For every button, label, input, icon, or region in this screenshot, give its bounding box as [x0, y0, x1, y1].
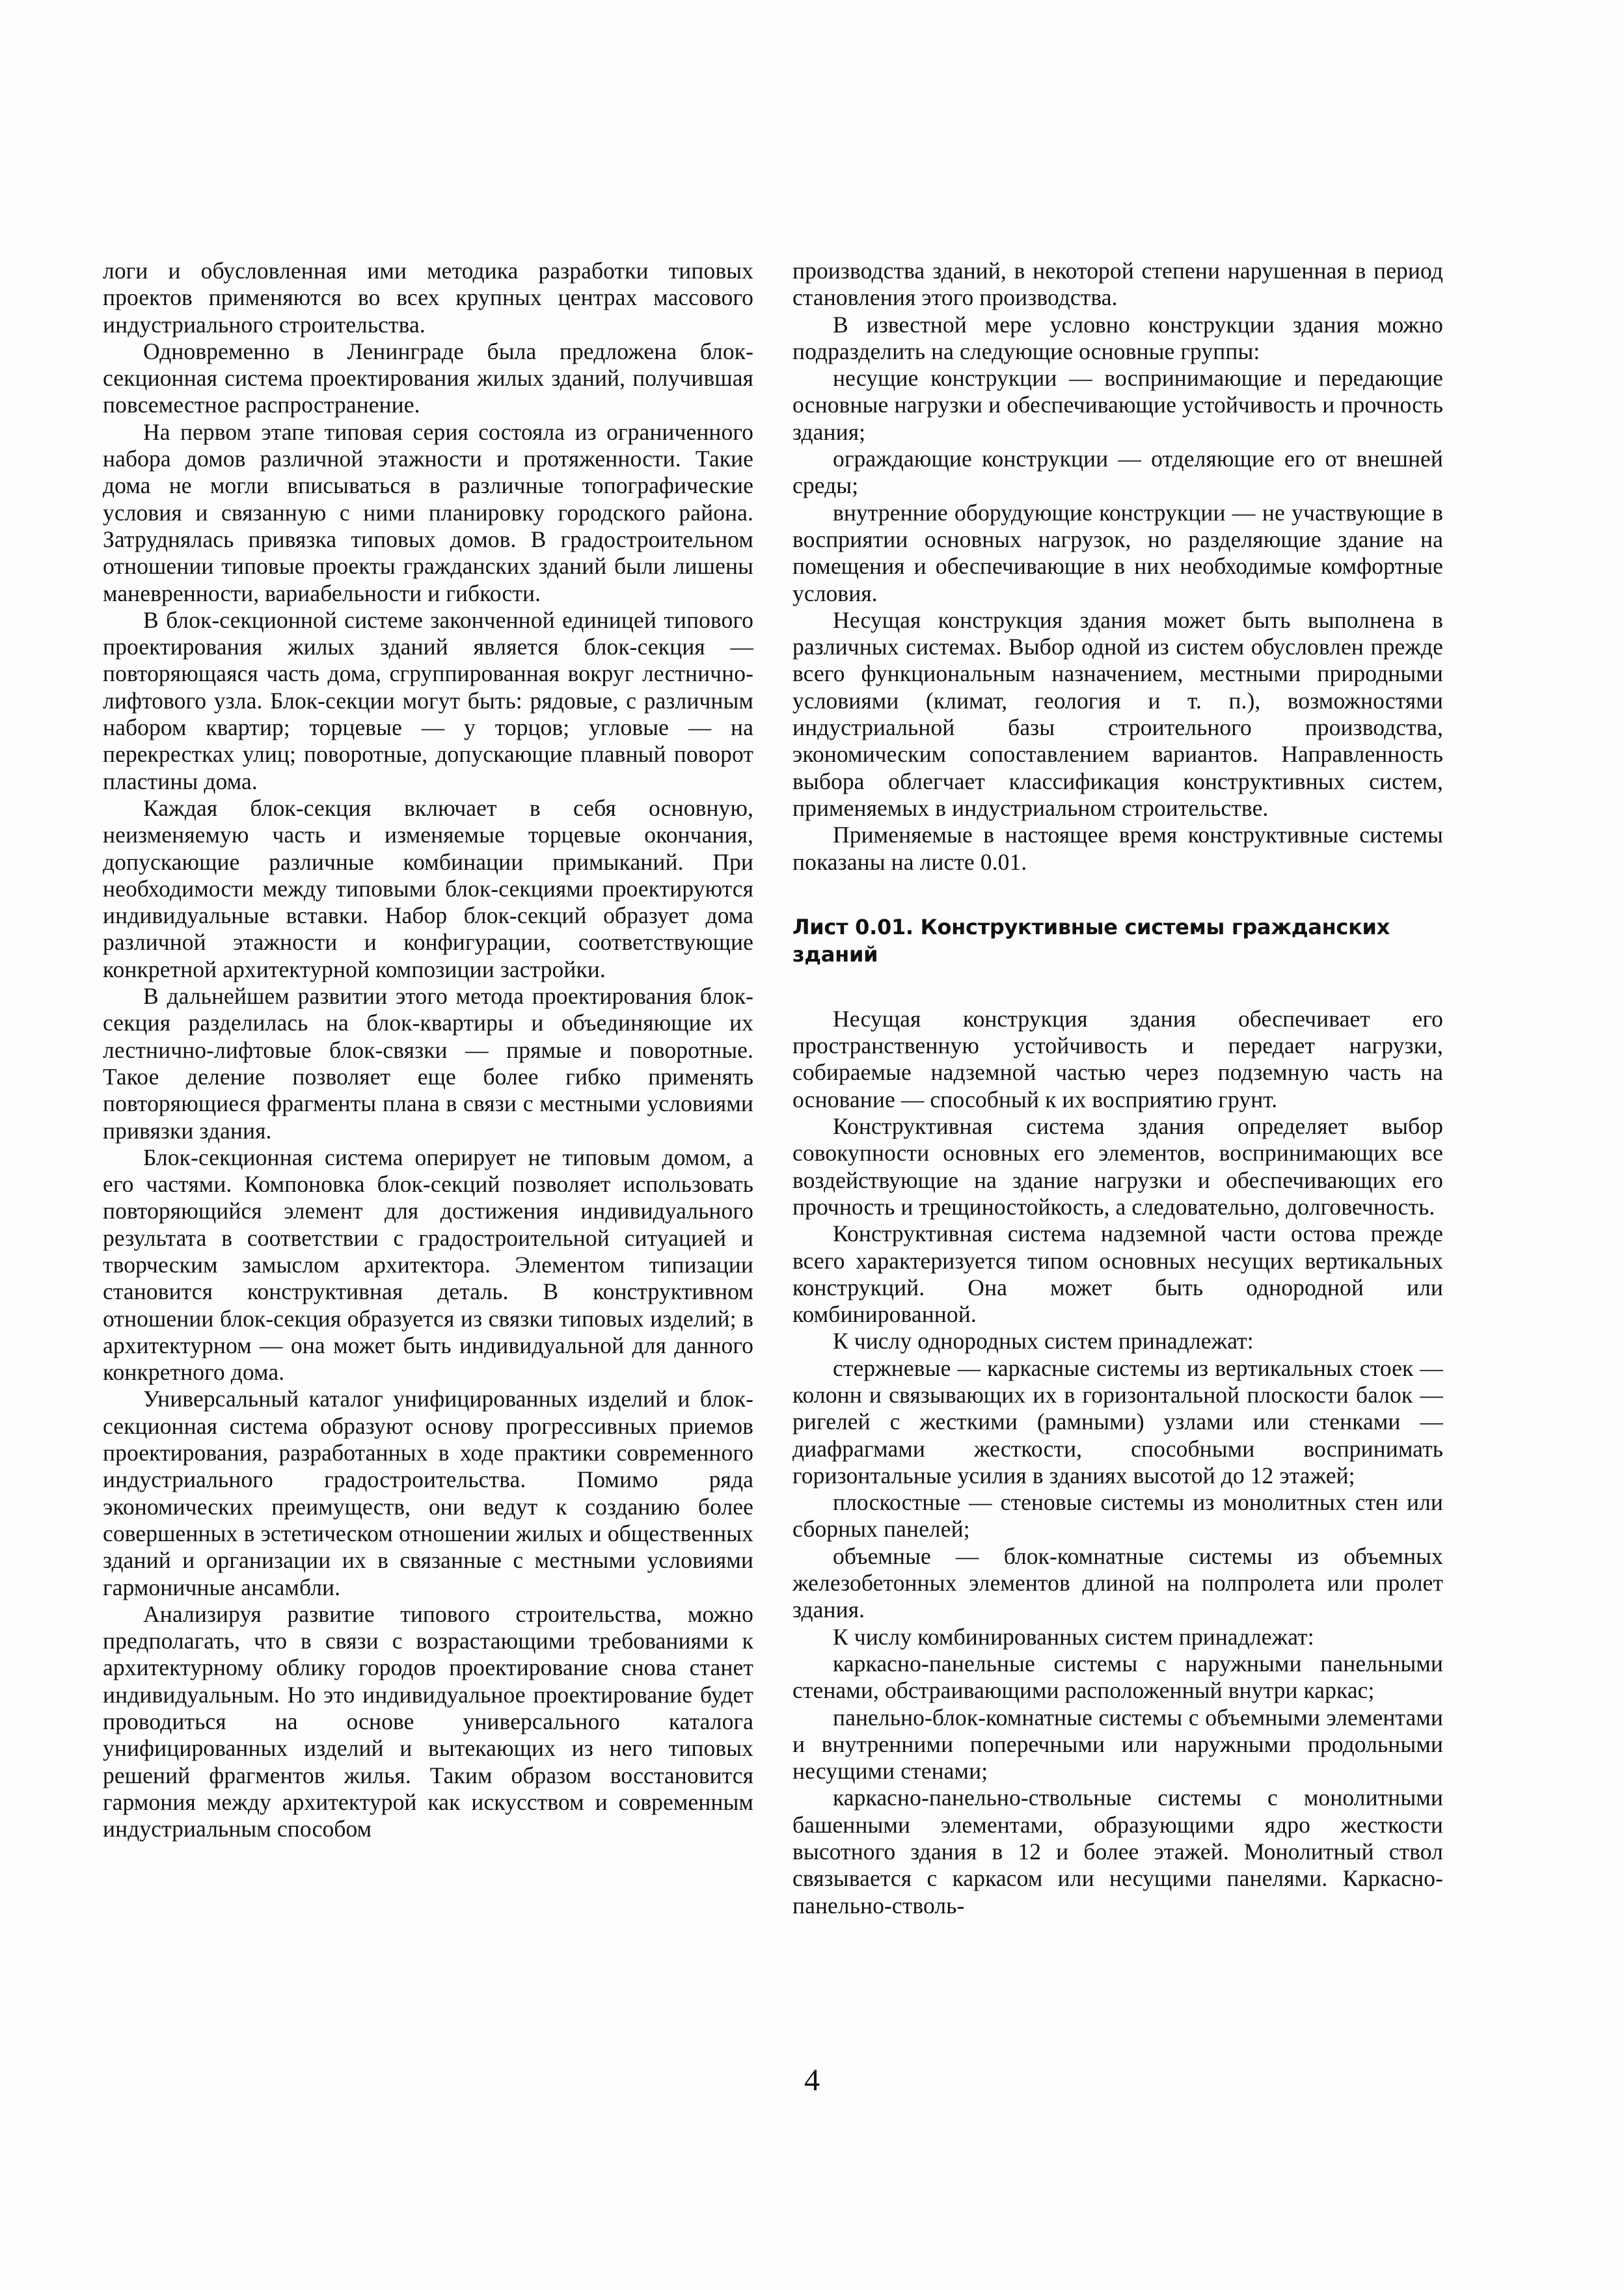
paragraph: Конструктивная система надземной части остова прежде всего характеризуется типом основных несущих вертикальных конструкций. Она может быть однородной или комбинированной.	[792, 1220, 1443, 1328]
paragraph: логи и обусловленная ими методика разработки типовых проектов применяются во всех крупных центрах массового индустриального строительства.	[103, 258, 753, 338]
paragraph: Несущая конструкция здания обеспечивает его пространственную устойчивость и передает нагрузки, собираемые надземной частью через подземную часть на основание — способный к их восприятию грунт.	[792, 1005, 1443, 1112]
list-item-paragraph: каркасно-панельно-ствольные системы с монолитными башенными элементами, образующими ядро жесткости высотного здания в 12 и более этажей. Монолитный ствол связывается с каркасом или несущими панелями. Каркасно-панельно-стволь-	[792, 1785, 1443, 1919]
paragraph: Блок-секционная система оперирует не типовым домом, а его частями. Компоновка блок-секций позволяет использовать повторяющийся элемент для достижения индивидуального результата в соответствии с градостроительной ситуацией и творческим замыслом архитектора. Элементом типизации становится конструктивная деталь. В конструктивном отношении блок-секция образуется из связки типовых изделий; в архитектурном — она может быть индивидуальной для данного конкретного дома.	[103, 1144, 753, 1386]
paragraph: В блок-секционной системе законченной единицей типового проектирования жилых зданий является блок-секция — повторяющаяся часть дома, сгруппированная вокруг лестнично-лифтового узла. Блок-секции могут быть: рядовые, с различным набором квартир; торцевые — у торцов; угловые — на перекрестках улиц; поворотные, допускающие плавный поворот пластины дома.	[103, 606, 753, 794]
paragraph: Применяемые в настоящее время конструктивные системы показаны на листе 0.01.	[792, 822, 1443, 875]
paragraph: К числу комбинированных систем принадлежат:	[833, 1623, 1314, 1650]
list-item-paragraph: ограждающие конструкции — отделяющие его от внешней среды;	[792, 446, 1443, 499]
list-item-paragraph: несущие конструкции — воспринимающие и передающие основные нагрузки и обеспечивающие устойчивость и прочность здания;	[792, 365, 1443, 445]
paragraph: Анализируя развитие типового строительства, можно предполагать, что в связи с возрастающими требованиями к архитектурному облику городов проектирование снова станет индивидуальным. Но это индивидуальное проектирование будет проводиться на основе универсального каталога унифицированных изделий и вытекающих из него типовых решений фрагментов жилья. Таким образом восстановится гармония между архитектурой как искусством и современным индустриальным способом	[103, 1600, 753, 1842]
paragraph: производства зданий, в некоторой степени нарушенная в период становления этого производства.	[792, 258, 1443, 311]
paragraph: В известной мере условно конструкции здания можно подразделить на следующие основные группы:	[792, 311, 1443, 364]
section-heading: Лист 0.01. Конструктивные системы гражданских зданий	[792, 914, 1390, 967]
paragraph: Конструктивная система здания определяет выбор совокупности основных его элементов, воспринимающих все воздействующие на здание нагрузки и обеспечивающих его прочность и трещиностойкость, а следовательно, долговечность.	[792, 1113, 1443, 1220]
list-item-paragraph: каркасно-панельные системы с наружными панельными стенами, обстраивающими расположенный внутри каркас;	[792, 1650, 1443, 1704]
list-item-paragraph: объемные — блок-комнатные системы из объемных железобетонных элементов длиной на полпролета или пролет здания.	[792, 1542, 1443, 1623]
paragraph: Несущая конструкция здания может быть выполнена в различных системах. Выбор одной из систем обусловлен прежде всего функциональным назначением, местными природными условиями (климат, геология и т. п.), возможностями индустриальной базы строительного производства, экономическим сопоставлением вариантов. Направленность выбора облегчает классификация конструктивных систем, применяемых в индустриальном строительстве.	[792, 606, 1443, 821]
list-item-paragraph: панельно-блок-комнатные системы с объемными элементами и внутренними поперечными или наружными продольными несущими стенами;	[792, 1704, 1443, 1785]
paragraph: На первом этапе типовая серия состояла из ограниченного набора домов различной этажности и протяженности. Такие дома не могли вписываться в различные топографические условия и связанную с ними планировку городского района. Затруднялась привязка типовых домов. В градостроительном отношении типовые проекты гражданских зданий были лишены маневренности, вариабельности и гибкости.	[103, 418, 753, 606]
list-item-paragraph: стержневые — каркасные системы из вертикальных стоек — колонн и связывающих их в горизонтальной плоскости балок — ригелей с жесткими (рамными) узлами или стенками — диафрагмами жесткости, способными воспринимать горизонтальные усилия в зданиях высотой до 12 этажей;	[792, 1354, 1443, 1488]
right-column	[792, 258, 1443, 1919]
paragraph: В дальнейшем развитии этого метода проектирования блок-секция разделилась на блок-квартиры и объединяющие их лестнично-лифтовые блок-связки — прямые и поворотные. Такое деление позволяет еще более гибко применять повторяющиеся фрагменты плана в связи с местными условиями привязки здания.	[103, 983, 753, 1144]
paragraph: Каждая блок-секция включает в себя основную, неизменяемую часть и изменяемые торцевые окончания, допускающие различные комбинации примыканий. При необходимости между типовыми блок-секциями проектируются индивидуальные вставки. Набор блок-секций образует дома различной этажности и конфигурации, соответствующие конкретной архитектурной композиции застройки.	[103, 794, 753, 982]
paragraph: Универсальный каталог унифицированных изделий и блок-секционная система образуют основу прогрессивных приемов проектирования, разработанных в ходе практики современного индустриального градостроительства. Помимо ряда экономических преимуществ, они ведут к созданию более совершенных в эстетическом отношении жилых и общественных зданий и организации их в связанные с местными условиями гармоничные ансамбли.	[103, 1386, 753, 1600]
list-item-paragraph: плоскостные — стеновые системы из монолитных стен или сборных панелей;	[792, 1489, 1443, 1542]
page-number: 4	[804, 2063, 820, 2097]
list-item-paragraph: внутренние оборудующие конструкции — не участвующие в восприятии основных нагрузок, но разделяющие здание на помещения и обеспечивающие в них необходимые комфортные условия.	[792, 499, 1443, 606]
paragraph: Одновременно в Ленинграде была предложена блок-секционная система проектирования жилых зданий, получившая повсеместное распространение.	[103, 338, 753, 418]
paragraph: К числу однородных систем принадлежат:	[833, 1328, 1254, 1354]
left-column	[103, 258, 753, 1843]
